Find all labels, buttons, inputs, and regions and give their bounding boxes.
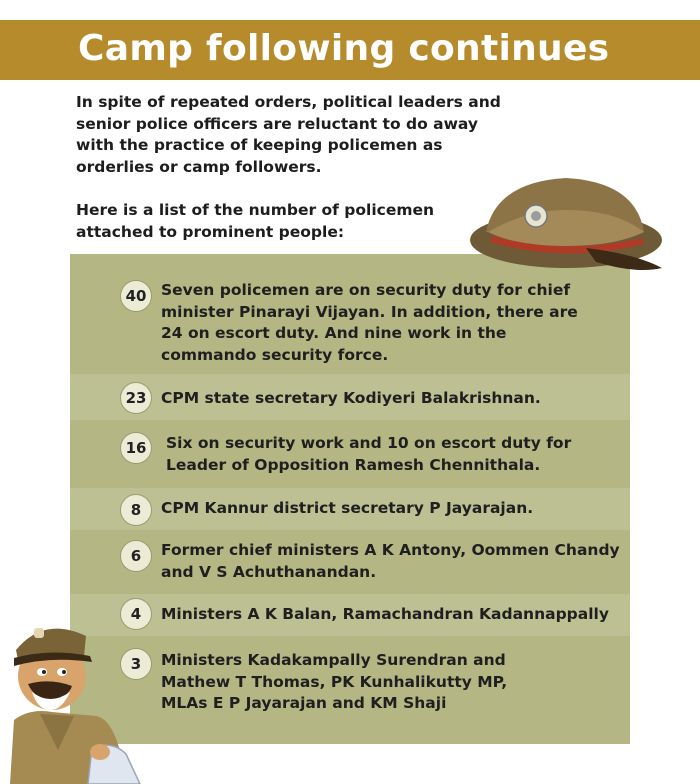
item-text: Six on security work and 10 on escort duty for Leader of Opposition Ramesh Chennithala. <box>166 434 572 474</box>
title-banner <box>0 20 700 80</box>
count-badge: 16 <box>120 432 152 464</box>
list-item <box>70 594 630 636</box>
list-item <box>70 266 630 370</box>
list-intro: Here is a list of the number of policemen attached to prominent people: <box>76 201 435 241</box>
item-text: CPM state secretary Kodiyeri Balakrishnan. <box>161 389 541 407</box>
item-text: Ministers Kadakampally Surendran and Mathew T Thomas, PK Kunhalikutty MP, MLAs E P Jayarajan and KM Shaji <box>161 651 508 712</box>
cap-badge-icon <box>34 628 44 638</box>
count-badge: 23 <box>120 382 152 414</box>
item-text: Ministers A K Balan, Ramachandran Kadannappally <box>161 605 609 623</box>
item-text: CPM Kannur district secretary P Jayarajan. <box>161 499 534 517</box>
count-badge: 40 <box>120 280 152 312</box>
count-badge: 4 <box>120 598 152 630</box>
item-text: Former chief ministers A K Antony, Oommen Chandy and V S Achuthanandan. <box>161 541 620 581</box>
list-item <box>70 374 630 420</box>
police-cap-illustration <box>466 170 666 280</box>
count-badge: 6 <box>120 540 152 572</box>
list-item <box>70 488 630 530</box>
count-badge: 3 <box>120 648 152 680</box>
page-title: Camp following continues <box>78 28 610 69</box>
item-text: Seven policemen are on security duty for chief minister Pinarayi Vijayan. In addition, there are 24 on escort duty. And nine work in the commando security force. <box>161 281 578 364</box>
list-item <box>70 534 630 590</box>
list-item <box>70 424 630 484</box>
count-badge: 8 <box>120 494 152 526</box>
policeman-cartoon <box>0 620 150 784</box>
list-item <box>70 640 630 730</box>
intro-paragraph: In spite of repeated orders, political leaders and senior police officers are reluctant to do away with the practice of keeping policemen as orderlies or camp followers. <box>76 93 501 176</box>
